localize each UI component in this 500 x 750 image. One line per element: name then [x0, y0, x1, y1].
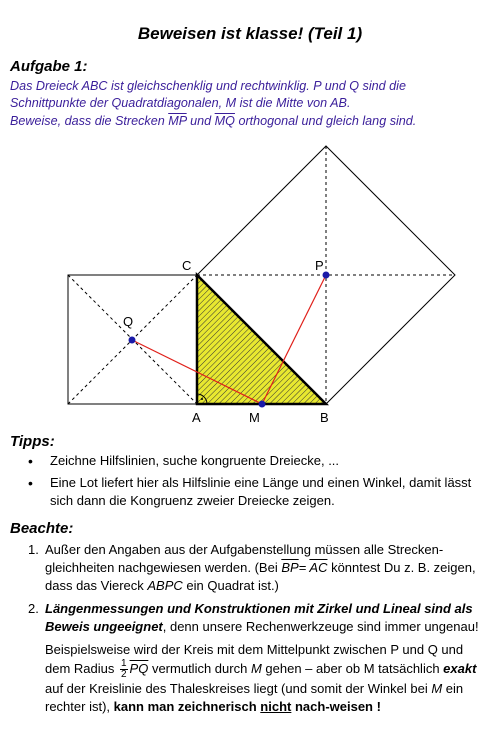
right-angle-dot [201, 398, 203, 400]
label-q: Q [123, 314, 134, 329]
note2-rest: , denn unsere Rechenwerkzeuge sind immer ungenau! [162, 619, 479, 634]
note2-nicht: nicht [260, 699, 292, 714]
point-q [129, 337, 136, 344]
task-line-3c: orthogonal und gleich lang sind. [234, 114, 417, 128]
task-line-2: Schnittpunkte der Quadratdiagonalen, M ist die Mitte von AB. [10, 96, 351, 110]
segment-mq-label: $\overline{MQ}$ [214, 114, 235, 128]
aufgabe-heading: Aufgabe 1: [10, 58, 88, 75]
segment-bp-label: $\overline{BP}$ [281, 560, 299, 575]
point-m [259, 401, 266, 408]
note2-p2g: nach-weisen ! [291, 699, 381, 714]
beachte-item-2 [10, 600, 488, 716]
note2-exakt: exakt [443, 660, 477, 676]
note1-equals: = [298, 560, 310, 575]
label-a: A [192, 410, 201, 425]
segment-pq-label: $\overline{PQ}$ [129, 660, 149, 676]
label-p: P [315, 258, 324, 273]
tipp-item: • Zeichne Hilfslinien, suche kongruente Dreiecke, ... [10, 452, 490, 470]
note2-p2e: ein rechter ist), [45, 681, 464, 714]
note2-p2c: gehen – aber ob M tatsächlich [261, 660, 444, 676]
note2-bold: Längenmessungen und Konstruktionen mit Zirkel und Lineal sind als Beweis ungeeignet [45, 601, 473, 634]
tipps-heading: Tipps: [10, 433, 55, 450]
label-b: B [320, 410, 329, 425]
page-title: Beweisen ist klasse! (Teil 1) [137, 24, 363, 43]
segment-mp-label: $\overline{MP}$ [168, 114, 187, 128]
label-m: M [249, 410, 260, 425]
note2-p2f: kann man zeichnerisch [113, 699, 261, 714]
item-number: 2. [28, 601, 39, 616]
beachte-heading: Beachte: [10, 520, 74, 537]
item-number: 1. [28, 542, 39, 557]
note2-p2a: Beispielsweise wird der Kreis mit dem Mittelpunkt zwischen P und Q und dem Radius [45, 642, 464, 676]
note2-p2b: vermutlich durch [148, 660, 251, 676]
beachte-list [10, 541, 488, 721]
quad-abpc-label: ABPC [147, 578, 183, 593]
note1-text-a: Außer den Angaben aus der Aufgabenstellung müssen alle Strecken-gleichheiten nachgewiesen werden. (Bei [45, 542, 444, 575]
task-line-3b: und [186, 114, 215, 128]
fraction-half [120, 659, 128, 680]
triangle-abc [197, 275, 326, 404]
note1-text-b: könntest Du z. B. zeigen, dass das Viereck [45, 560, 476, 593]
beachte-item-1 [10, 541, 488, 595]
task-line-1: Das Dreieck ABC ist gleichschenklig und rechtwinklig. P und Q sind die [10, 79, 406, 93]
tipp-item: • Eine Lot liefert hier als Hilfslinie eine Länge und einen Winkel, damit lässt sich dann die Kongruenz zweier Dreiecke zeigen. [10, 474, 490, 510]
note1-text-c: ein Quadrat ist.) [182, 578, 279, 593]
note2-paragraph [45, 641, 488, 716]
note2-m1: M [250, 660, 262, 676]
task-line-3a: Beweise, dass die Strecken [10, 114, 169, 128]
tipps-list [10, 452, 490, 514]
label-c: C [182, 258, 192, 273]
note2-p2d: auf der Kreislinie des Thaleskreises liegt (und somit der Winkel bei [45, 681, 432, 696]
note2-m2: M [431, 681, 443, 696]
fraction-numerator: 1 [120, 658, 127, 669]
segment-ac-label: $\overline{AC}$ [309, 560, 328, 575]
fraction-denominator: 2 [120, 669, 127, 680]
